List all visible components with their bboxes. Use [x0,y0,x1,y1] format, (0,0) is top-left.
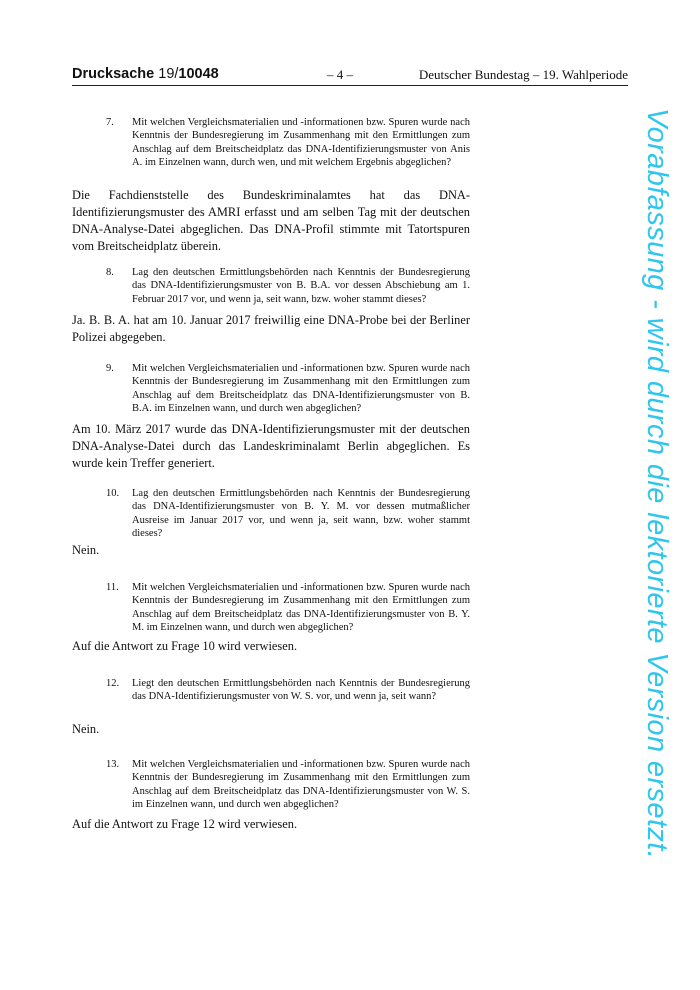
question-number: 13. [106,759,120,770]
answer-13: Auf die Antwort zu Frage 12 wird verwiesen. [72,817,298,831]
question-text: Mit welchen Vergleichsmaterialien und -informationen bzw. Spuren wurde nach Kenntnis der Bundesregierung im Zusammenhang mit den Ermittlungen zum Anschlag auf dem Breitscheidplatz das DNA-Identifizierungsmuster von B. Y. M. im Einzelnen wann, und durch wen abgeglichen? [132,582,470,633]
question-10 [106,487,470,540]
question-number: 7. [106,117,114,128]
question-text: Lag den deutschen Ermittlungsbehörden nach Kenntnis der Bundesregierung das DNA-Identifizierungsmuster von B. Y. M. vor dessen mutmaßlicher Ausreise im Januar 2017 vor, und wenn ja, seit wann, bzw. woher stammt dieses? [132,488,470,539]
question-text: Mit welchen Vergleichsmaterialien und -informationen bzw. Spuren wurde nach Kenntnis der Bundesregierung im Zusammenhang mit den Ermittlungen zum Anschlag auf dem Breitscheidplatz das DNA-Identifizierungsmuster von Anis A. im Einzelnen wann, durch wen, und mit welchem Ergebnis abgeglichen? [132,117,470,168]
document-label: Drucksache [72,66,155,82]
question-text: Liegt den deutschen Ermittlungsbehörden nach Kenntnis der Bundesregierung das DNA-Identifizierungsmuster von W. S. vor, und wenn ja, seit wann? [132,678,470,703]
question-text: Lag den deutschen Ermittlungsbehörden nach Kenntnis der Bundesregierung das DNA-Identifizierungsmuster von B. B.A. vor dessen Abschiebung am 1. Februar 2017 vor, und wenn ja, seit wann, bzw. woher stammt dieses? [132,267,470,305]
question-text: Mit welchen Vergleichsmaterialien und -informationen bzw. Spuren wurde nach Kenntnis der Bundesregierung im Zusammenhang mit den Ermittlungen zum Anschlag auf dem Breitscheidplatz das DNA-Identifizierungsmuster von B. B.A. im Einzelnen wann, und durch wen abgeglichen? [132,363,470,414]
document-number-prefix: 19/ [158,66,179,82]
question-11 [106,581,470,634]
question-number: 9. [106,363,114,374]
question-9 [106,362,470,415]
answer-12: Nein. [72,722,100,736]
document-number [72,66,219,82]
question-number: 8. [106,267,114,278]
watermark-text: Vorabfassung - wird durch die lektorierte Version ersetzt. [641,108,673,860]
page-number: – 4 – [327,67,353,82]
answer-9: Am 10. März 2017 wurde das DNA-Identifizierungsmuster mit der deutschen DNA-Analyse-Datei durch das Landeskriminalamt Berlin abgeglichen. Es wurde kein Treffer generiert. [72,422,470,470]
question-7 [106,116,470,169]
header-rule [72,85,628,86]
answer-7: Die Fachdienststelle des Bundeskriminalamtes hat das DNA-Identifizierungsmuster des AMRI erfasst und am selben Tag mit der deutschen DNA-Analyse-Datei abgeglichen. Das DNA-Profil stimmte mit Tatortspuren vom Breitscheidplatz überein. [72,188,470,253]
answer-8: Ja. B. B. A. hat am 10. Januar 2017 freiwillig eine DNA-Probe bei der Berliner Polizei abgegeben. [72,313,470,344]
draft-watermark [640,108,673,903]
institution-label: Deutscher Bundestag – 19. Wahlperiode [418,67,628,82]
question-12 [106,677,470,704]
answer-10: Nein. [72,543,100,557]
question-number: 12. [106,678,120,689]
question-text: Mit welchen Vergleichsmaterialien und -informationen bzw. Spuren wurde nach Kenntnis der Bundesregierung im Zusammenhang mit den Ermittlungen zum Anschlag auf dem Breitscheidplatz das DNA-Identifizierungsmuster von W. S. im Einzelnen wann, und durch wen abgeglichen? [132,759,470,810]
question-number: 10. [106,488,120,499]
question-13 [106,758,470,811]
question-8 [106,266,470,306]
document-number-value: 10048 [178,66,219,82]
question-number: 11. [106,582,119,593]
answer-11: Auf die Antwort zu Frage 10 wird verwiesen. [72,639,298,653]
